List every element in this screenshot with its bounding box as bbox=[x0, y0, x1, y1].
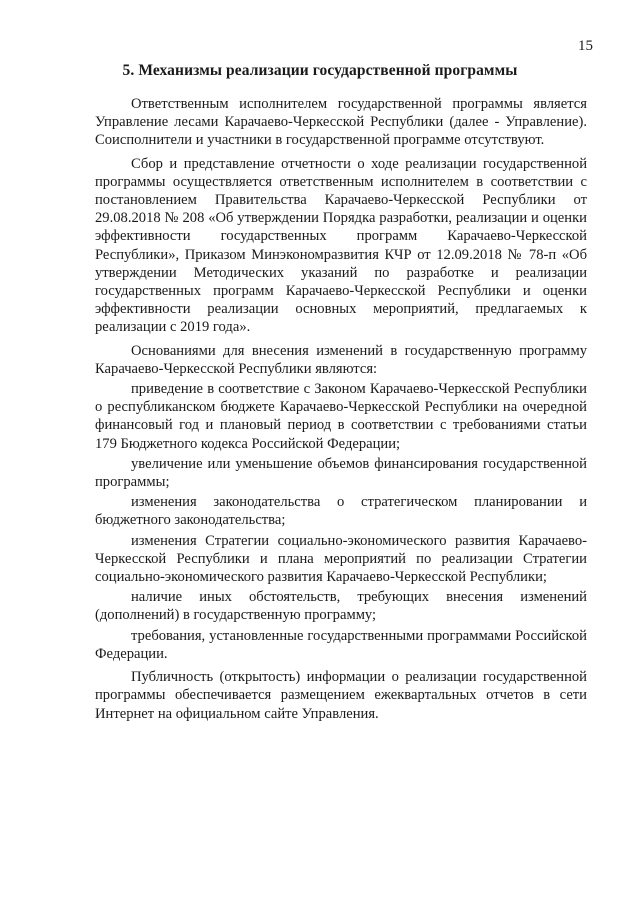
list-item-ground-financing: увеличение или уменьшение объемов финансирования государственной программы; bbox=[95, 455, 587, 491]
list-item-ground-legislation: изменения законодательства о стратегическом планировании и бюджетного законодательства; bbox=[95, 494, 587, 529]
paragraph-grounds-intro: Основаниями для внесения изменений в государственную программу Карачаево-Черкесской Республики являются: bbox=[95, 342, 587, 377]
document-body bbox=[95, 95, 587, 723]
list-item-ground-budget-law: приведение в соответствие с Законом Карачаево-Черкесской Республики о республиканском бюджете Карачаево-Черкесской Республики на очередной финансовый год и плановый период в соответствии с требованиями статьи 179 Бюджетного кодекса Российской Федерации; bbox=[95, 381, 587, 452]
list-item-ground-federal: требования, установленные государственными программами Российской Федерации. bbox=[95, 627, 587, 662]
paragraph-responsible-executor: Ответственным исполнителем государственной программы является Управление лесами Карачаево-Черкесской Республики (далее - Управление). Соисполнители и участники в государственной программе отсутствуют. bbox=[95, 96, 587, 149]
page-number: 15 bbox=[578, 38, 593, 54]
section-title: 5. Механизмы реализации государственной программы bbox=[122, 62, 518, 79]
list-item-ground-other: наличие иных обстоятельств, требующих внесения изменений (дополнений) в государственную программу; bbox=[95, 589, 587, 624]
paragraph-reporting: Сбор и представление отчетности о ходе реализации государственной программы осуществляется ответственным исполнителем в соответствии с постановлением Правительства Карачаево-Черкесской Республики от 29.08.2018 № 208 «Об утверждении Порядка разработки, реализации и оценки эффективности государственных программ Карачаево-Черкесской Республики», Приказом Минэкономразвития КЧР от 12.09.2018 № 78-п «Об утверждении Методических указаний по разработке и реализации государственных программ Карачаево-Черкесской Республики и оценки эффективности реализации основных мероприятий, предлагаемых к реализации с 2019 года». bbox=[95, 155, 587, 336]
list-item-ground-strategy: изменения Стратегии социально-экономического развития Карачаево-Черкесской Республики и плана мероприятий по реализации Стратегии социально-экономического развития Карачаево-Черкесской Республики; bbox=[95, 532, 587, 586]
paragraph-publicity: Публичность (открытость) информации о реализации государственной программы обеспечивается размещением ежеквартальных отчетов в сети Интернет на официальном сайте Управления. bbox=[95, 669, 587, 722]
